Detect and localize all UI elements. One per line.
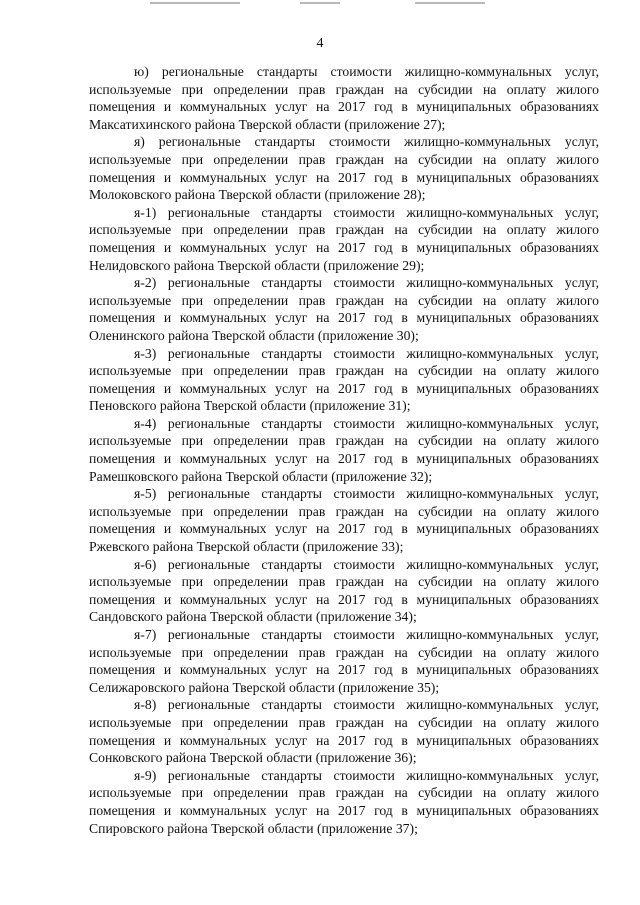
paragraph-ya-1: я-1) региональные стандарты стоимости жилищно-коммунальных услуг, используемые при определении прав граждан на субсидии на оплату жилого помещения и коммунальных услуг на 2017 год в муниципальных образованиях Нелидовского района Тверской области (приложение 29); <box>89 204 599 273</box>
paragraph-ya-3: я-3) региональные стандарты стоимости жилищно-коммунальных услуг, используемые при определении прав граждан на субсидии на оплату жилого помещения и коммунальных услуг на 2017 год в муниципальных образованиях Пеновского района Тверской области (приложение 31); <box>89 345 599 414</box>
paragraph-ya-8: я-8) региональные стандарты стоимости жилищно-коммунальных услуг, используемые при определении прав граждан на субсидии на оплату жилого помещения и коммунальных услуг на 2017 год в муниципальных образованиях Сонковского района Тверской области (приложение 36); <box>89 697 599 766</box>
paragraph-ya-9: я-9) региональные стандарты стоимости жилищно-коммунальных услуг, используемые при определении прав граждан на субсидии на оплату жилого помещения и коммунальных услуг на 2017 год в муниципальных образованиях Спировского района Тверской области (приложение 37); <box>89 767 599 836</box>
paragraph-ya: я) региональные стандарты стоимости жилищно-коммунальных услуг, используемые при определении прав граждан на субсидии на оплату жилого помещения и коммунальных услуг на 2017 год в муниципальных образованиях Молоковского района Тверской области (приложение 28); <box>89 134 599 203</box>
paragraph-ya-6: я-6) региональные стандарты стоимости жилищно-коммунальных услуг, используемые при определении прав граждан на субсидии на оплату жилого помещения и коммунальных услуг на 2017 год в муниципальных образованиях Сандовского района Тверской области (приложение 34); <box>89 556 599 625</box>
paragraph-ya-4: я-4) региональные стандарты стоимости жилищно-коммунальных услуг, используемые при определении прав граждан на субсидии на оплату жилого помещения и коммунальных услуг на 2017 год в муниципальных образованиях Рамешковского района Тверской области (приложение 32); <box>89 415 599 484</box>
paragraph-ya-2: я-2) региональные стандарты стоимости жилищно-коммунальных услуг, используемые при определении прав граждан на субсидии на оплату жилого помещения и коммунальных услуг на 2017 год в муниципальных образованиях Оленинского района Тверской области (приложение 30); <box>89 275 599 343</box>
paragraph-ya-5: я-5) региональные стандарты стоимости жилищно-коммунальных услуг, используемые при определении прав граждан на субсидии на оплату жилого помещения и коммунальных услуг на 2017 год в муниципальных образованиях Ржевского района Тверской области (приложение 33); <box>89 486 599 555</box>
document-body <box>89 63 599 837</box>
paragraph-yu: ю) региональные стандарты стоимости жилищно-коммунальных услуг, используемые при определении прав граждан на субсидии на оплату жилого помещения и коммунальных услуг на 2017 год в муниципальных образованиях Максатихинского района Тверской области (приложение 27); <box>89 64 599 132</box>
page-number: 4 <box>316 36 324 51</box>
paragraph-ya-7: я-7) региональные стандарты стоимости жилищно-коммунальных услуг, используемые при определении прав граждан на субсидии на оплату жилого помещения и коммунальных услуг на 2017 год в муниципальных образованиях Селижаровского района Тверской области (приложение 35); <box>89 627 599 695</box>
scan-edge-marks <box>0 0 640 8</box>
